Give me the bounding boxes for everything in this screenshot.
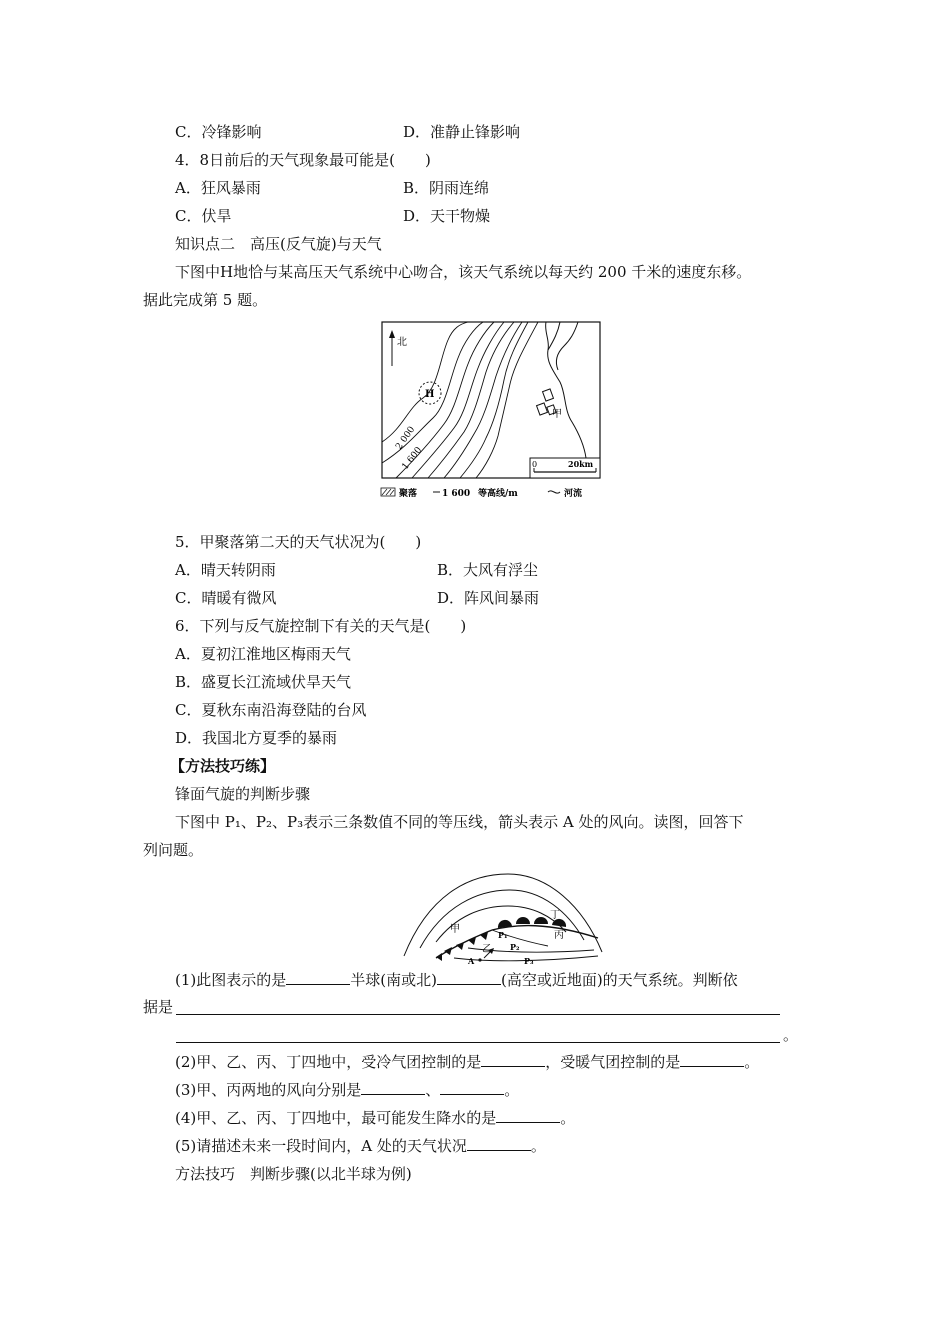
subq-4-blank-1[interactable] [496,1108,560,1123]
legend-settlement-label: 聚落 [399,489,418,499]
subq-2-blank-1[interactable] [481,1052,545,1067]
legend-river-icon [548,491,560,493]
option-5b: B．大风有浮尘 [437,561,539,579]
subq-4-end: 。 [560,1109,576,1127]
section-title: 知识点二 高压(反气旋)与天气 [175,235,382,253]
subq-3-text-a: (3)甲、丙两地的风向分别是 [175,1081,362,1099]
subq-2-blank-2[interactable] [680,1052,744,1067]
option-6b: B．盛夏长江流域伏旱天气 [175,673,352,691]
subq-3-end: 。 [504,1081,520,1099]
legend-river-label: 河流 [564,489,583,499]
legend-contour-value: 1 600 [442,489,471,499]
subq-5-blank-1[interactable] [467,1136,531,1151]
subq-4 [175,1108,575,1128]
settlement-label: 甲 [552,409,562,420]
label-a: A [468,956,475,966]
label-p1: P₁ [498,930,508,940]
subq-2-end: 。 [744,1053,760,1071]
contour-1600-label: 1 600 [400,445,425,472]
scale-label-0: 0 [532,460,538,469]
map-legend [381,487,582,499]
subq-3-blank-2[interactable] [440,1080,504,1095]
subq-1-end: 。 [783,1026,799,1044]
high-pressure-label: H [425,389,435,400]
point-a-dot [478,958,481,961]
isobar-arcs [404,874,602,956]
subq-3-blank-1[interactable] [361,1080,425,1095]
contour-2000-label: 2 000 [394,424,418,452]
subq-1-blank-3[interactable] [176,1013,780,1015]
option-6d: D．我国北方夏季的暴雨 [175,729,338,747]
section-intro-line1: 下图中H地恰与某高压天气系统中心吻合，该天气系统以每天约 200 千米的速度东移。 [175,263,752,281]
scale-label-20km: 20km [568,459,594,469]
label-p3: P₃ [524,956,534,966]
subq-2-text-a: (2)甲、乙、丙、丁四地中，受冷气团控制的是 [175,1053,482,1071]
label-ding: 丁 [550,910,560,921]
subq-1-blank-4[interactable] [176,1041,780,1043]
method-intro-line1: 下图中 P₁、P₂、P₃表示三条数值不同的等压线，箭头表示 A 处的风向。读图，回答下 [175,813,744,831]
label-yi: 乙 [482,944,492,955]
option-3d: D．准静止锋影响 [403,123,521,141]
subq-3-text-b: 、 [425,1081,441,1099]
method-tip: 方法技巧 判断步骤(以北半球为例) [175,1165,412,1183]
option-5d: D．阵风间暴雨 [437,589,540,607]
subq-5-text-a: (5)请描述未来一段时间内，A 处的天气状况 [175,1137,467,1155]
subq-1-text-c: (高空或近地面)的天气系统。判断依 [500,971,738,989]
subq-3 [175,1080,519,1100]
option-5a: A．晴天转阴雨 [175,561,276,579]
question-4-stem: 4．8日前后的天气现象最可能是( ) [175,151,431,169]
label-jia: 甲 [450,924,460,935]
option-5c: C．晴暖有微风 [175,589,277,607]
subq-1-line2: 据是 [143,998,174,1016]
subq-5 [175,1136,546,1156]
contour-map-figure [378,318,604,506]
question-5-stem: 5．甲聚落第二天的天气状况为( ) [175,533,422,551]
subq-2-text-b: ，受暖气团控制的是 [545,1053,681,1071]
subq-1-line1 [175,970,738,990]
subq-2 [175,1052,759,1072]
frontal-cyclone-figure [398,866,608,968]
question-6-stem: 6．下列与反气旋控制下有关的天气是( ) [175,617,467,635]
option-4a: A．狂风暴雨 [175,179,261,197]
method-header: 【方法技巧练】 [170,757,276,775]
subq-4-text-a: (4)甲、乙、丙、丁四地中，最可能发生降水的是 [175,1109,497,1127]
method-intro-line2: 列问题。 [143,841,204,859]
option-4b: B．阴雨连绵 [403,179,490,197]
method-subtitle: 锋面气旋的判断步骤 [175,785,311,803]
subq-1-blank-1[interactable] [286,970,350,985]
subq-1-blank-2[interactable] [437,970,501,985]
option-3c: C．冷锋影响 [175,123,262,141]
legend-settlement-icon [381,488,395,496]
subq-1-text-b: 半球(南或北) [350,971,437,989]
legend-contour-label: 等高线/m [478,489,518,499]
option-4c: C．伏旱 [175,207,232,225]
cold-front-symbols [436,932,488,961]
section-intro-line2: 据此完成第 5 题。 [143,291,268,309]
label-p2: P₂ [510,942,520,952]
label-bing: 丙 [554,930,564,941]
north-label: 北 [397,337,407,348]
option-6c: C．夏秋东南沿海登陆的台风 [175,701,367,719]
option-4d: D．天干物燥 [403,207,491,225]
option-6a: A．夏初江淮地区梅雨天气 [175,645,351,663]
subq-1-text-a: (1)此图表示的是 [175,971,287,989]
subq-5-end: 。 [530,1137,546,1155]
